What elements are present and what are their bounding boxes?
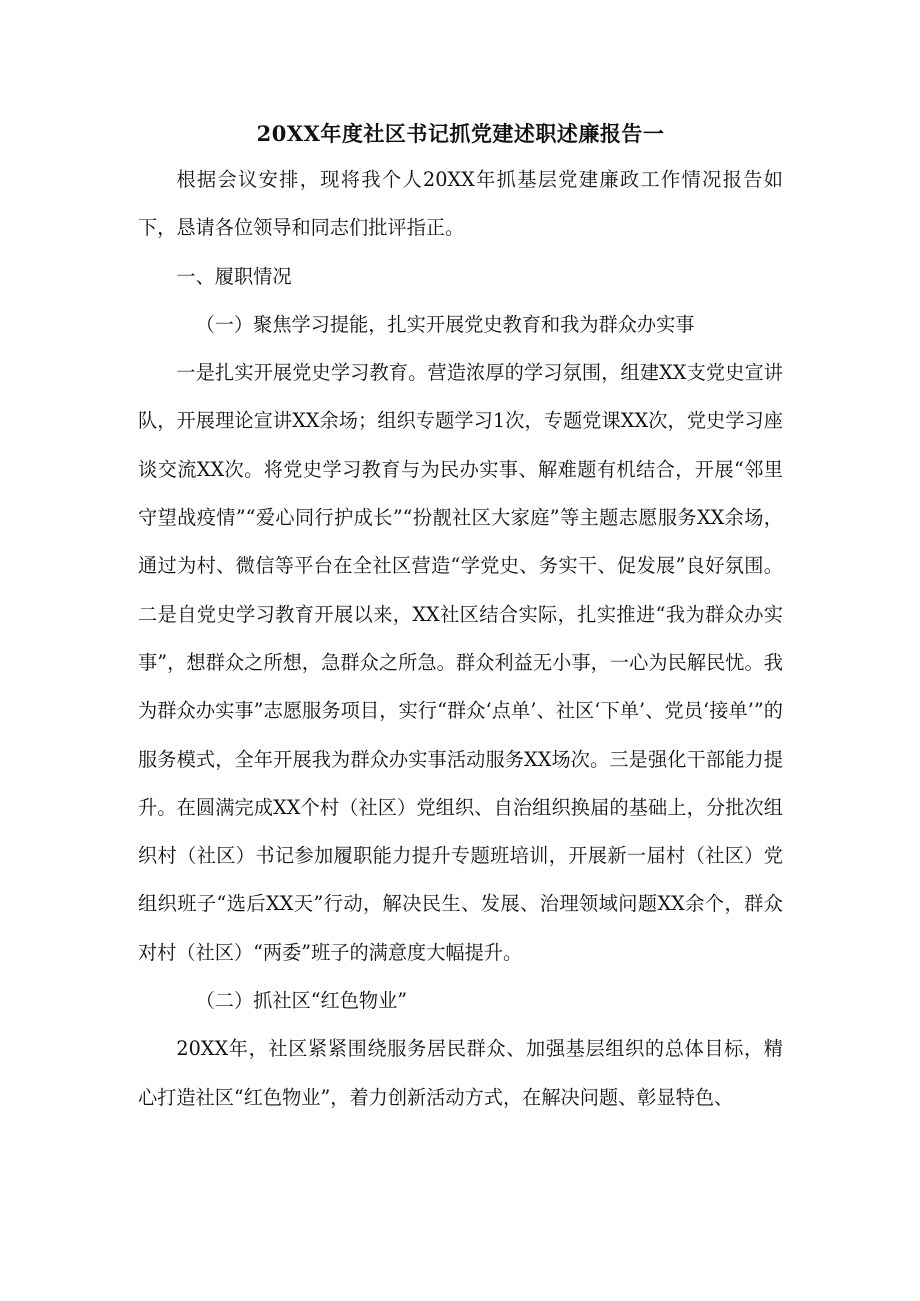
intro-paragraph: 根据会议安排，现将我个人20XX年抓基层党建廉政工作情况报告如下，恳请各位领导和同志们批评指正。 [138, 168, 783, 240]
section-heading-duty: 一、履职情况 [176, 264, 292, 288]
subsection-paragraph-study: 一是扎实开展党史学习教育。营造浓厚的学习氛围，组建XX支党史宣讲队，开展理论宣讲XX余场；组织专题学习1次，专题党课XX次，党史学习座谈交流XX次。将党史学习教育与为民办实事、解难题有机结合，开展“邻里守望战疫情”“爱心同行护成长”“扮靓社区大家庭”等主题志愿服务XX余场，通过为村、微信等平台在全社区营造“学党史、务实干、促发展”良好氛围。二是自党史学习教育开展以来，XX社区结合实际，扎实推进“我为群众办实事”，想群众之所想，急群众之所急。群众利益无小事，一心为民解民忧。我为群众办实事”志愿服务项目，实行“群众‘点单’、社区‘下单’、党员‘接单’”的服务模式，全年开展我为群众办实事活动服务XX场次。三是强化干部能力提升。在圆满完成XX个村（社区）党组织、自治组织换届的基础上，分批次组织村（社区）书记参加履职能力提升专题班培训，开展新一届村（社区）党组织班子“选后XX天”行动，解决民生、发展、治理领域问题XX余个，群众对村（社区）“两委”班子的满意度大幅提升。 [138, 361, 783, 964]
subsection-heading-study: （一）聚焦学习提能，扎实开展党史教育和我为群众办实事 [195, 312, 695, 336]
document-body [138, 112, 783, 1122]
document-title: 20XX年度社区书记抓党建述职述廉报告一 [256, 121, 665, 146]
subsection-heading-red-property: （二）抓社区“红色物业” [195, 989, 408, 1013]
subsection-paragraph-red-property: 20XX年，社区紧紧围绕服务居民群众、加强基层组织的总体目标，精心打造社区“红色物业”，着力创新活动方式，在解决问题、彰显特色、 [138, 1037, 783, 1109]
